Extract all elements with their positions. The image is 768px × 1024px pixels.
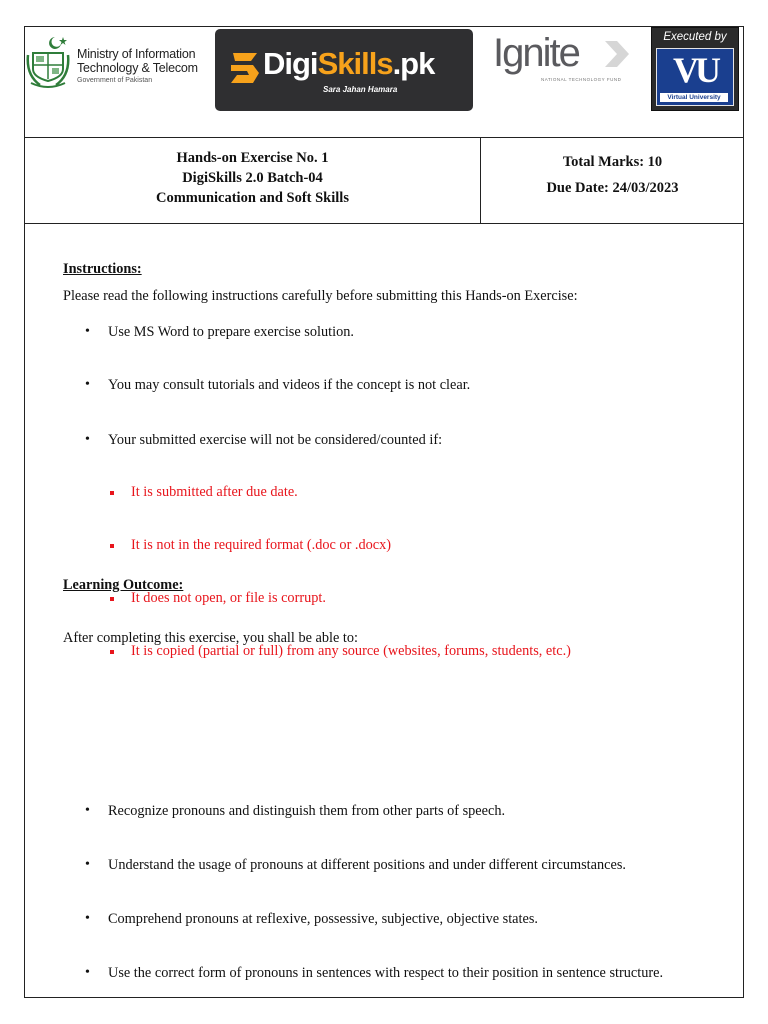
list-item: • You may consult tutorials and videos if the concept is not clear. (63, 377, 723, 394)
ignite-logo (493, 31, 633, 91)
vu-emblem (656, 48, 734, 106)
list-item: It does not open, or file is corrupt. (63, 590, 723, 607)
digiskills-pk-text: .pk (392, 46, 435, 81)
executed-by-label: Executed by (663, 31, 727, 43)
list-item: • Recognize pronouns and distinguish them from other parts of speech. (63, 803, 723, 820)
logo-header (25, 27, 743, 138)
ignite-wordmark: Ignite (493, 31, 579, 75)
list-item: • Use MS Word to prepare exercise solution. (63, 324, 723, 341)
digiskills-wordmark (263, 46, 434, 82)
exercise-number: Hands-on Exercise No. 1 (176, 150, 329, 166)
list-item: It is submitted after due date. (63, 484, 723, 501)
instructions-heading: Instructions: (63, 261, 142, 277)
learning-outcome-heading: Learning Outcome: (63, 577, 184, 593)
marks-block (482, 137, 743, 223)
learning-outcome-intro: After completing this exercise, you shall be able to: (63, 630, 358, 646)
total-marks: Total Marks: 10 (562, 154, 663, 170)
digiskills-digi-text: Digi (263, 46, 318, 81)
document-body (63, 261, 723, 981)
ministry-name-line2: Technology & Telecom (77, 61, 198, 75)
instructions-intro: Please read the following instructions carefully before submitting this Hands-on Exercise: (63, 288, 578, 304)
list-item: • Your submitted exercise will not be considered/counted if: (63, 432, 723, 449)
ignite-arrow-icon (605, 39, 631, 69)
exercise-title-block (25, 137, 481, 223)
ministry-logo (25, 33, 215, 93)
pakistan-emblem-icon (25, 33, 75, 91)
digiskills-skills-text: Skills (317, 46, 393, 81)
due-date: Due Date: 24/03/2023 (546, 180, 679, 196)
course-name: Communication and Soft Skills (156, 190, 349, 206)
list-item: It is not in the required format (.doc or .docx) (63, 537, 723, 554)
digiskills-s-icon (227, 49, 265, 89)
list-item: It is copied (partial or full) from any source (websites, forums, students, etc.) (63, 643, 723, 660)
list-item: • Comprehend pronouns at reflexive, possessive, subjective, objective states. (63, 911, 723, 928)
digiskills-tagline: Sara Jahan Hamara (323, 85, 398, 94)
ministry-government-label: Government of Pakistan (77, 77, 153, 84)
exercise-title-row (25, 137, 743, 224)
ignite-subtitle: NATIONAL TECHNOLOGY FUND (541, 77, 622, 82)
ministry-text (77, 47, 198, 84)
ministry-name-line1: Ministry of Information (77, 47, 196, 61)
list-item: • Understand the usage of pronouns at different positions and under different circumstances. (63, 857, 723, 874)
batch-name: DigiSkills 2.0 Batch-04 (182, 170, 323, 186)
digiskills-logo (215, 29, 473, 111)
vu-logo (651, 27, 739, 111)
vu-name: Virtual University (660, 93, 728, 102)
list-item: • Use the correct form of pronouns in sentences with respect to their position in sentence structure. (63, 965, 723, 982)
vu-mark: VU (673, 50, 717, 90)
document-page (24, 26, 744, 998)
